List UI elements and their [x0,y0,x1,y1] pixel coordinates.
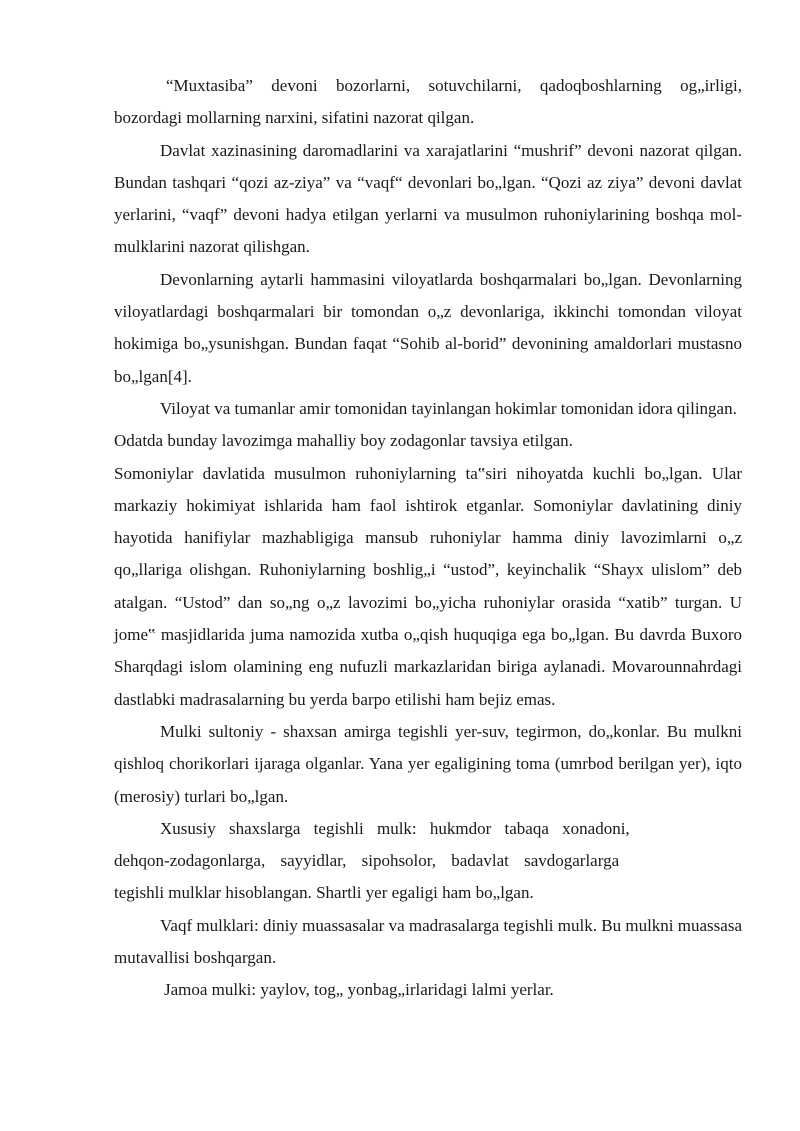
document-body [114,70,742,1007]
paragraph-mulki-sultoniy: Mulki sultoniy - shaxsan amirga tegishli yer-suv, tegirmon, do„konlar. Bu mulkni qishloq chorikorlari ijaraga olganlar. Yana yer egaligining toma (umrbod berilgan yer), iqto (merosiy) turlari bo„lgan. [114,721,742,806]
xususiy-line-1: Xususiy shaxslarga tegishli mulk: hukmdor tabaqa xonadoni, [160,818,630,838]
paragraph-somoniylar: Somoniylar davlatida musulmon ruhoniylarning ta‟siri nihoyatda kuchli bo„lgan. Ular markaziy hokimiyat ishlarida ham faol ishtirok etganlar. Somoniylar davlatining diniy hayotida hanifiylar mazhabligiga mansub ruhoniylar hamma diniy lavozimlarni o„z qo„llariga olishgan. Ruhoniylarning boshlig„i “ustod”, keyinchalik “Shayx ulislom” deb atalgan. “Ustod” dan so„ng o„z lavozimi bo„yicha ruhoniylar orasida “xatib” turgan. U jome‟ masjidlarida juma namozida xutba o„qish huquqiga ega bo„lgan. Bu davrda Buxoro Sharqdagi islom olamining eng nufuzli markazlaridan biriga aylanadi. Movarounnahrdagi dastlabki madrasalarning bu yerda barpo etilishi ham bejiz emas. [114,463,742,709]
paragraph-vaqf: Vaqf mulklari: diniy muassasalar va madrasalarga tegishli mulk. Bu mulkni muassasa mutavallisi boshqargan. [114,915,742,968]
paragraph-xususiy [114,813,742,910]
xususiy-line-3: tegishli mulklar hisoblangan. Shartli yer egaligi ham bo„lgan. [114,883,534,903]
paragraph-devonlar: Devonlarning aytarli hammasini viloyatlarda boshqarmalari bo„lgan. Devonlarning viloyatlardagi boshqarmalari bir tomondan o„z devonlariga, ikkinchi tomondan viloyat hokimiga bo„ysunishgan. Bundan faqat “Sohib al-borid” devonining amaldorlari mustasno bo„lgan[4]. [114,269,742,386]
paragraph-mushrif: Davlat xazinasining daromadlarini va xarajatlarini “mushrif” devoni nazorat qilgan. Bundan tashqari “qozi az-ziya” va “vaqf“ devonlari bo„lgan. “Qozi az ziya” devoni davlat yerlarini, “vaqf” devoni hadya etilgan yerlarni va musulmon ruhoniylarining boshqa mol-mulklarini nazorat qilishgan. [114,140,742,257]
paragraph-muxtasiba: “Muxtasiba” devoni bozorlarni, sotuvchilarni, qadoqboshlarning og„irligi, bozordagi mollarning narxini, sifatini nazorat qilgan. [114,76,742,128]
paragraph-viloyat: Viloyat va tumanlar amir tomonidan tayinlangan hokimlar tomonidan idora qilingan. Odatda bunday lavozimga mahalliy boy zodagonlar tavsiya etilgan. [114,398,737,451]
xususiy-line-2: dehqon-zodagonlarga, sayyidlar, sipohsolor, badavlat savdogarlarga [114,851,620,871]
paragraph-jamoa: Jamoa mulki: yaylov, tog„ yonbag„irlaridagi lalmi yerlar. [164,980,554,1000]
